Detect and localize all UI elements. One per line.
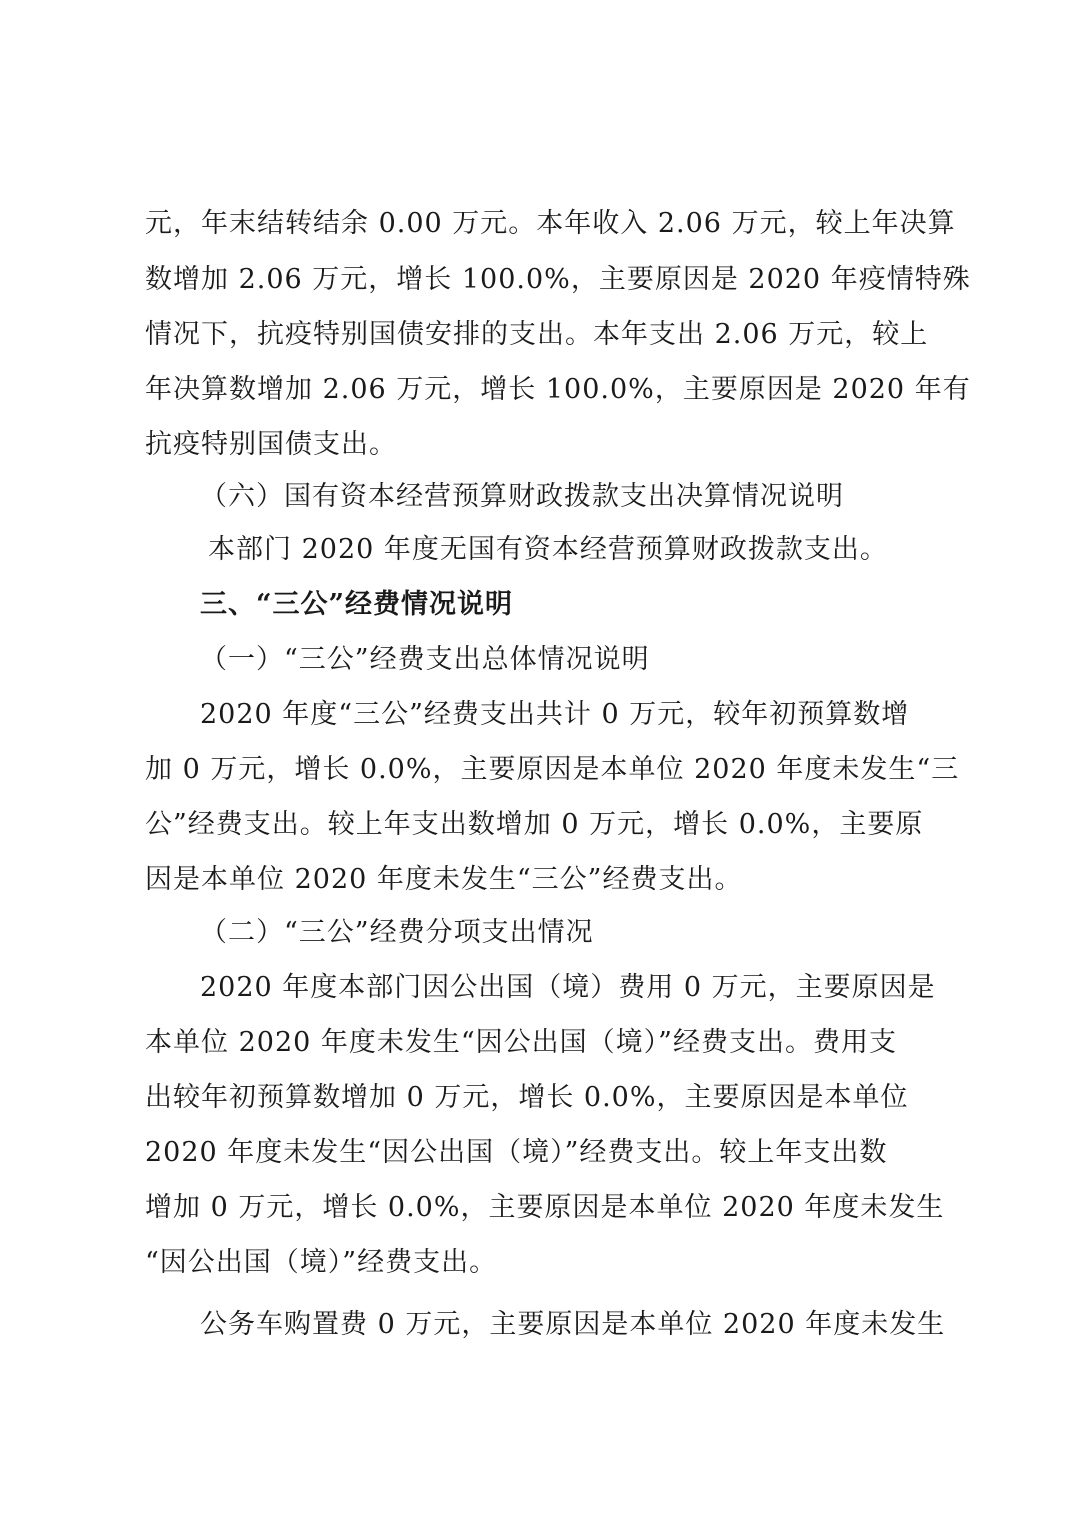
body-text-line: 元，年末结转结余 0.00 万元。本年收入 2.06 万元，较上年决算 (145, 208, 956, 239)
body-text-line: 加 0 万元，增长 0.0%，主要原因是本单位 2020 年度未发生“三 (145, 754, 960, 785)
body-text-line: 出较年初预算数增加 0 万元，增长 0.0%，主要原因是本单位 (145, 1082, 909, 1113)
body-text-line: 公”经费支出。较上年支出数增加 0 万元，增长 0.0%，主要原 (145, 809, 924, 840)
body-text-line: 本部门 2020 年度无国有资本经营预算财政拨款支出。 (208, 534, 888, 565)
body-text-line: 增加 0 万元，增长 0.0%，主要原因是本单位 2020 年度未发生 (145, 1192, 945, 1223)
subsection-heading-1: （一）“三公”经费支出总体情况说明 (200, 644, 650, 675)
body-text-line: 2020 年度“三公”经费支出共计 0 万元，较年初预算数增 (200, 699, 910, 730)
body-text-line: 2020 年度本部门因公出国（境）费用 0 万元，主要原因是 (200, 972, 936, 1003)
body-text-line: 因是本单位 2020 年度未发生“三公”经费支出。 (145, 864, 743, 895)
body-text-line: “因公出国（境）”经费支出。 (145, 1247, 498, 1278)
body-text-line: 数增加 2.06 万元，增长 100.0%，主要原因是 2020 年疫情特殊 (145, 264, 971, 295)
body-text-line: 本单位 2020 年度未发生“因公出国（境）”经费支出。费用支 (145, 1027, 897, 1058)
body-text-line: 抗疫特别国债支出。 (145, 429, 397, 460)
subsection-heading-6: （六）国有资本经营预算财政拨款支出决算情况说明 (200, 481, 844, 512)
body-text-line: 2020 年度未发生“因公出国（境）”经费支出。较上年支出数 (145, 1137, 888, 1168)
body-text-line: 公务车购置费 0 万元，主要原因是本单位 2020 年度未发生 (200, 1309, 946, 1340)
body-text-line: 情况下，抗疫特别国债安排的支出。本年支出 2.06 万元，较上 (145, 319, 929, 350)
body-text-line: 年决算数增加 2.06 万元，增长 100.0%，主要原因是 2020 年有 (145, 374, 971, 405)
subsection-heading-2: （二）“三公”经费分项支出情况 (200, 917, 594, 948)
section-heading-3: 三、“三公”经费情况说明 (200, 589, 514, 620)
